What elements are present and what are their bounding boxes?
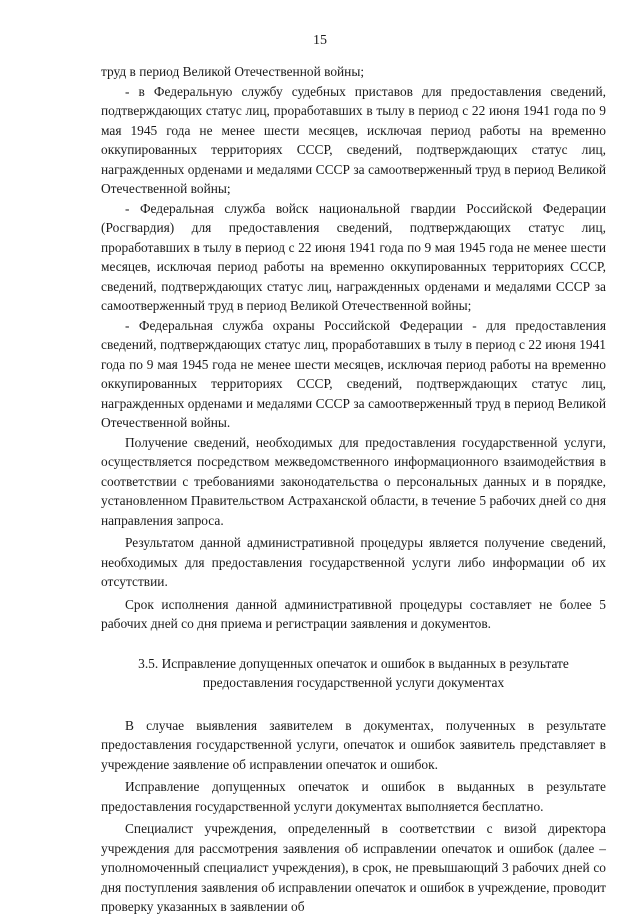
paragraph-result: Результатом данной административной процедуры является получение сведений, необходимых для предоставления государственной услуги либо информации об их отсутствии. — [101, 535, 606, 589]
list-item-fso: - Федеральная служба охраны Российской Федерации - для предоставления сведений, подтверждающих статус лиц, проработавших в тылу в период с 22 июня 1941 года по 9 мая 1945 года не менее шести месяцев, исключая период работы на временно оккупированных территориях СССР, сведений, подтверждающих статус лиц, награжденных орденами и медалями СССР за самоотверженный труд в период Великой Отечественной войны. — [101, 317, 606, 430]
paragraph-deadline: Срок исполнения данной административной процедуры составляет не более 5 рабочих дней со дня приема и регистрации заявления и документов. — [101, 596, 606, 631]
section-heading-line2: предоставления государственной услуги документах — [202, 674, 505, 690]
section-heading — [101, 654, 606, 692]
paragraph-specialist: Специалист учреждения, определенный в соответствии с визой директора учреждения для рассмотрения заявления об исправлении опечаток и ошибок (далее – уполномоченный специалист учреждения), в срок, не превышающий 3 рабочих дней со дня поступления заявления об исправлении опечаток и ошибок в учреждение, проводит проверку указанных в заявлении об — [101, 821, 606, 914]
section-heading-line1: 3.5. Исправление допущенных опечаток и ошибок в выданных в результате — [138, 655, 569, 671]
list-item-fssp: - в Федеральную службу судебных приставов для предоставления сведений, подтверждающих статус лиц, проработавших в тылу в период с 22 июня 1941 года по 9 мая 1945 года не менее шести месяцев, исключая период работы на временно оккупированных территориях СССР, сведений, подтверждающих статус лиц, награжденных орденами и медалями СССР за самоотверженный труд в период Великой Отечественной войны; — [101, 83, 606, 196]
page-number: 15 — [313, 33, 327, 48]
paragraph-interagency: Получение сведений, необходимых для предоставления государственной услуги, осуществляется посредством межведомственного информационного взаимодействия в соответствии с требованиями законодательства о персональных данных и в порядке, установленном Правительством Астраханской области, в течение 5 рабочих дней со дня направления запроса. — [101, 434, 606, 528]
paragraph-continuation: труд в период Великой Отечественной войны; — [101, 64, 365, 79]
paragraph-free-correction: Исправление допущенных опечаток и ошибок в выданных в результате предоставления государственной услуги документах выполняется бесплатно. — [101, 779, 606, 814]
list-item-rosgvardia: - Федеральная служба войск национальной гвардии Российской Федерации (Росгвардия) для предоставления сведений, подтверждающих статус лиц, проработавших в тылу в период с 22 июня 1941 года по 9 мая 1945 года не менее шести месяцев, исключая период работы на временно оккупированных территориях СССР, сведений, подтверждающих статус лиц, награжденных орденами и медалями СССР за самоотверженный труд в период Великой Отечественной войны; — [101, 200, 606, 313]
paragraph-errors-detected: В случае выявления заявителем в документах, полученных в результате предоставления государственной услуги, опечаток и ошибок заявитель представляет в учреждение заявление об исправлении опечаток и ошибок. — [101, 717, 606, 772]
document-body — [101, 62, 606, 917]
